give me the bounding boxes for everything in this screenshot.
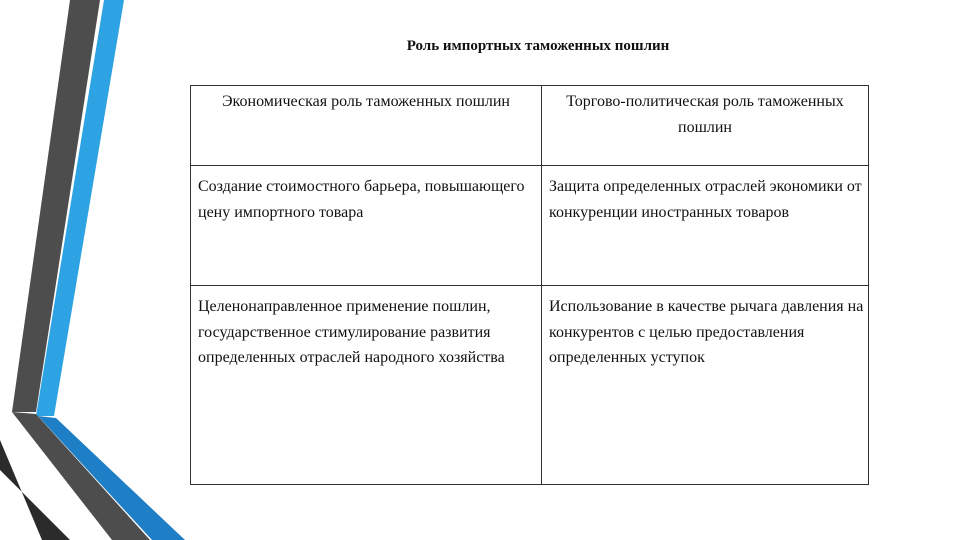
roles-table <box>190 85 869 485</box>
table-cell: Целенонаправленное применение пошлин, государственное стимулирование развития определенных отраслей народного хозяйства <box>191 286 542 485</box>
header-economic-role: Экономическая роль таможенных пошлин <box>191 86 542 166</box>
table-header-row <box>191 86 869 166</box>
table-cell: Защита определенных отраслей экономики от конкуренции иностранных товаров <box>542 166 869 286</box>
slide-title: Роль импортных таможенных пошлин <box>406 38 670 54</box>
table-cell: Использование в качестве рычага давления на конкурентов с целью предоставления определенных уступок <box>542 286 869 485</box>
decorative-stripes <box>0 0 210 540</box>
table-cell: Создание стоимостного барьера, повышающего цену импортного товара <box>191 166 542 286</box>
table-row <box>191 166 869 286</box>
table-row <box>191 286 869 485</box>
stripe-dark-diagonal <box>12 412 150 540</box>
header-trade-policy-role: Торгово-политическая роль таможенных пошлин <box>542 86 869 166</box>
